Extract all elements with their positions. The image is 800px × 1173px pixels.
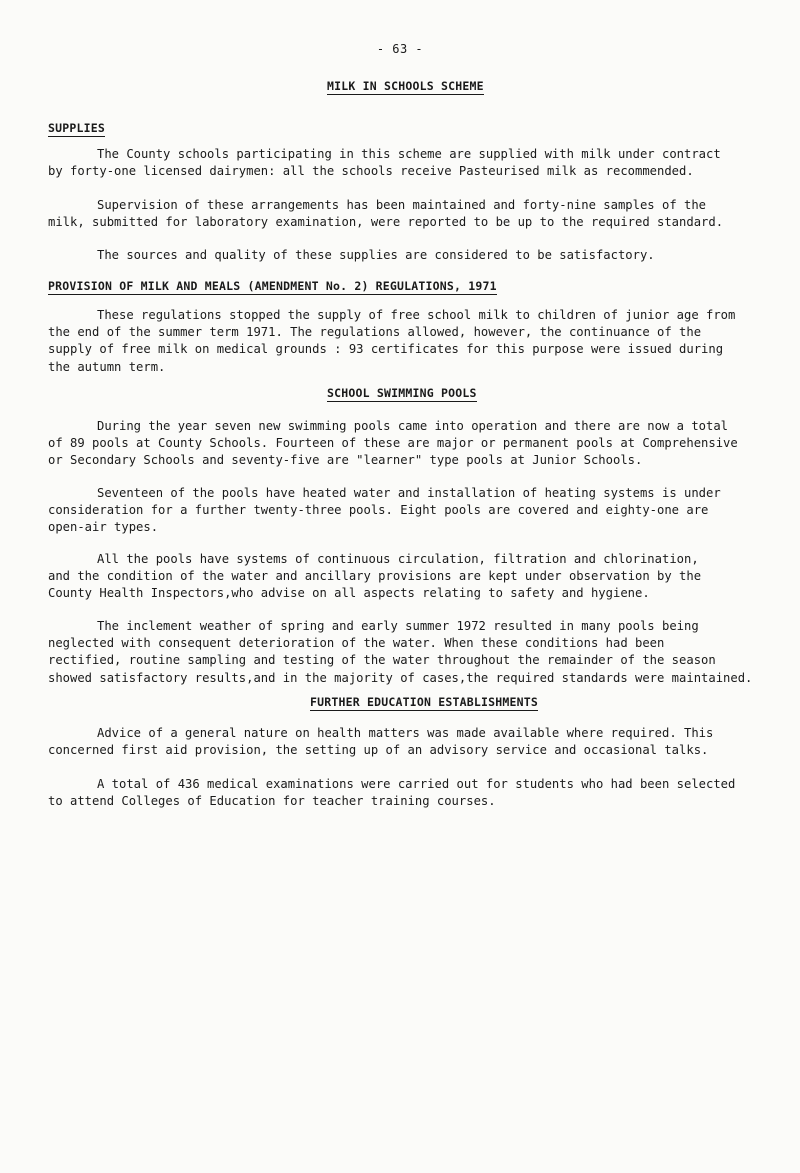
paragraph-line: A total of 436 medical examinations were carried out for students who had been selected xyxy=(97,777,736,791)
paragraph-further-1 xyxy=(48,725,772,759)
section-heading-supplies xyxy=(48,121,105,135)
document-title xyxy=(327,79,484,93)
section-heading-supplies-text: SUPPLIES xyxy=(48,121,105,135)
paragraph-line: and the condition of the water and ancillary provisions are kept under observation by the xyxy=(48,569,702,584)
paragraph-supplies-2 xyxy=(48,197,772,231)
paragraph-line: by forty-one licensed dairymen: all the schools receive Pasteurised milk as recommended. xyxy=(48,164,694,179)
section-heading-pools xyxy=(327,386,477,400)
paragraph-line: rectified, routine sampling and testing of the water throughout the remainder of the season xyxy=(48,653,716,668)
paragraph-line: neglected with consequent deterioration of the water. When these conditions had been xyxy=(48,636,665,651)
document-title-text: MILK IN SCHOOLS SCHEME xyxy=(327,79,484,93)
paragraph-provision-1 xyxy=(48,307,772,376)
paragraph-line: showed satisfactory results,and in the majority of cases,the required standards were maintained. xyxy=(48,670,753,685)
paragraph-pools-2 xyxy=(48,485,772,537)
paragraph-line: All the pools have systems of continuous circulation, filtration and chlorination, xyxy=(97,552,699,566)
section-heading-provision-text: PROVISION OF MILK AND MEALS (AMENDMENT No. 2) REGULATIONS, 1971 xyxy=(48,279,497,293)
paragraph-line: to attend Colleges of Education for teacher training courses. xyxy=(48,794,496,809)
paragraph-supplies-1 xyxy=(48,146,772,180)
paragraph-line: supply of free milk on medical grounds : 93 certificates for this purpose were issued during xyxy=(48,342,724,357)
paragraph-line: During the year seven new swimming pools came into operation and there are now a total xyxy=(97,419,729,433)
paragraph-line: Supervision of these arrangements has been maintained and forty-nine samples of the xyxy=(97,198,707,212)
paragraph-supplies-3 xyxy=(48,247,772,264)
paragraph-pools-4 xyxy=(48,618,772,687)
paragraph-pools-3 xyxy=(48,551,772,603)
section-heading-provision xyxy=(48,279,497,293)
paragraph-line: the autumn term. xyxy=(48,359,166,374)
paragraph-pools-1 xyxy=(48,418,772,470)
paragraph-line: The County schools participating in this scheme are supplied with milk under contract xyxy=(97,147,721,161)
paragraph-further-2 xyxy=(48,776,772,810)
section-heading-pools-text: SCHOOL SWIMMING POOLS xyxy=(327,386,477,400)
page-number: - 63 - xyxy=(376,42,424,56)
paragraph-line: consideration for a further twenty-three pools. Eight pools are covered and eighty-one are xyxy=(48,503,709,518)
paragraph-line: Advice of a general nature on health matters was made available where required. This xyxy=(97,726,714,740)
paragraph-line: The sources and quality of these supplies are considered to be satisfactory. xyxy=(97,248,655,262)
paragraph-line: milk, submitted for laboratory examination, were reported to be up to the required standard. xyxy=(48,215,724,230)
paragraph-line: or Secondary Schools and seventy-five are "learner" type pools at Junior Schools. xyxy=(48,453,643,468)
paragraph-line: of 89 pools at County Schools. Fourteen of these are major or permanent pools at Comprehensive xyxy=(48,436,738,451)
paragraph-line: These regulations stopped the supply of free school milk to children of junior age from xyxy=(97,308,736,322)
paragraph-line: County Health Inspectors,who advise on all aspects relating to safety and hygiene. xyxy=(48,586,650,601)
paragraph-line: Seventeen of the pools have heated water and installation of heating systems is under xyxy=(97,486,721,500)
section-heading-further-education-text: FURTHER EDUCATION ESTABLISHMENTS xyxy=(310,695,538,709)
section-heading-further-education xyxy=(310,695,538,709)
paragraph-line: concerned first aid provision, the setting up of an advisory service and occasional talks. xyxy=(48,743,709,758)
paragraph-line: the end of the summer term 1971. The regulations allowed, however, the continuance of the xyxy=(48,325,702,340)
paragraph-line: open-air types. xyxy=(48,520,159,535)
paragraph-line: The inclement weather of spring and early summer 1972 resulted in many pools being xyxy=(97,619,699,633)
